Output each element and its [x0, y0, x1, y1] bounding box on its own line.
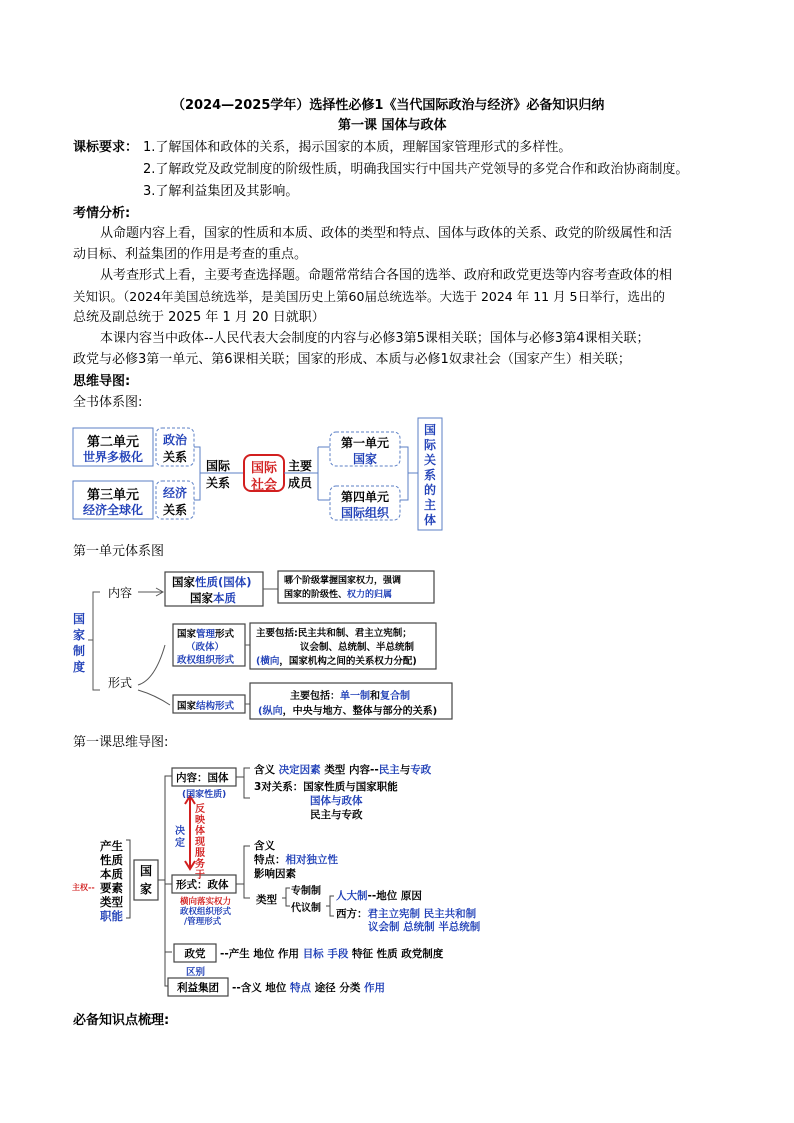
left-item-1: 性质: [100, 853, 123, 867]
root-char-3: 度: [73, 660, 86, 674]
nature-box-text-1: 国家性质(国体): [172, 575, 252, 589]
nature-box-text-2: 国家本质: [190, 591, 236, 605]
reflect-char-4: 服: [195, 848, 205, 859]
political-2: 关系: [162, 450, 187, 464]
form-note-2: 政权组织形式: [180, 907, 232, 917]
reflect-char-0: 反: [195, 804, 205, 815]
mind-map-label: 思维导图:: [73, 374, 131, 389]
content-label: 内容: [108, 586, 133, 600]
interest-line: --含义 地位 特点 途径 分类 作用: [232, 982, 385, 994]
west-line-2: 议会制 总统制 半总统制: [368, 921, 481, 933]
decide-char-0: 决: [175, 826, 185, 837]
difference-label: 区别: [186, 967, 206, 978]
reflect-char-5: 务: [195, 859, 205, 870]
political-1: 政治: [162, 433, 187, 447]
subject-char-3: 系: [423, 468, 436, 482]
curriculum-item-1: 1.了解国体和政体的关系，揭示国家的本质，理解国家管理形式的多样性。: [143, 140, 572, 155]
center-1: 国际: [250, 461, 277, 476]
exam-line-1: 从命题内容上看，国家的性质和本质、政体的类型和特点、国体与政体的关系、政党的阶级属性和活: [100, 226, 673, 241]
management-text-2: （政体）: [186, 642, 225, 653]
management-note-2: 议会制、总统制、半总统制: [300, 642, 415, 653]
reflect-char-3: 现: [195, 837, 205, 848]
form-box-text: 形式：政体: [176, 879, 229, 891]
form-label: 形式: [108, 676, 133, 690]
doc-title: （2024—2025学年）选择性必修1《当代国际政治与经济》必备知识归纳: [172, 98, 605, 113]
reflect-char-1: 映: [195, 815, 205, 826]
exam-line-2: 动目标、利益集团的作用是考查的重点。: [73, 247, 308, 262]
left-item-0: 产生: [100, 839, 123, 853]
unit1-system-label: 第一单元体系图: [73, 544, 165, 559]
nature-note-1: 哪个阶级掌握国家权力，强调: [284, 576, 402, 586]
footer-label: 必备知识点梳理:: [73, 1013, 170, 1028]
party-box-text: 政党: [184, 948, 206, 960]
economic-1: 经济: [162, 486, 187, 500]
exam-line-3: 从考查形式上看，主要考查选择题。命题常常结合各国的选举、政府和政党更迭等内容考查政体的相: [100, 268, 673, 283]
unit3-title: 第三单元: [86, 488, 139, 503]
decide-char-1: 定: [175, 838, 185, 849]
autocracy-label: 专制制: [291, 886, 321, 897]
content-line-2: 3对关系：国家性质与国家职能: [254, 781, 398, 793]
exam-line-5: 总统及副总统于 2025 年 1 月 20 日就职）: [73, 310, 325, 325]
left-item-5: 职能: [100, 909, 123, 923]
unit4-title: 第四单元: [340, 490, 389, 504]
exam-line-6: 本课内容当中政体--人民代表大会制度的内容与必修3第5课相关联；国体与必修3第4课相关联；: [100, 331, 650, 346]
unit2-sub: 世界多极化: [82, 450, 143, 464]
form-line-3: 影响因素: [254, 868, 296, 880]
structure-text: 国家结构形式: [177, 701, 235, 712]
root-char-0: 国: [73, 612, 86, 626]
lesson-title: 第一课 国体与政体: [338, 118, 447, 133]
management-note-3: (横向，国家机构之间的关系权力分配): [256, 656, 417, 667]
management-text-3: 政权组织形式: [177, 655, 235, 666]
form-line-1: 含义: [254, 840, 275, 852]
exam-line-7: 政党与必修3第一单元、第6课相关联；国家的形成、本质与必修1奴隶社会（国家产生）相关联；: [73, 352, 631, 367]
content-line-3: 国体与政体: [310, 795, 363, 807]
sovereignty-label: 主权--: [72, 883, 95, 892]
curriculum-item-2: 2.了解政党及政党制度的阶级性质，明确我国实行中国共产党领导的多党合作和政治协商制度。: [143, 162, 689, 177]
structure-note-2: (纵向，中央与地方、整体与部分的关系): [258, 706, 438, 717]
root-char-1: 家: [73, 628, 86, 642]
npc-line: 人大制--地位 原因: [336, 890, 422, 902]
structure-note-1: 主要包括：单一制和复合制: [290, 691, 410, 702]
representative-label: 代议制: [291, 903, 321, 914]
interest-box-text: 利益集团: [177, 982, 219, 994]
subject-char-2: 关: [423, 453, 436, 467]
form-note-1: 横向落实权力: [180, 897, 232, 907]
content-line-1: 含义 决定因素 类型 内容--民主与专政: [254, 764, 432, 776]
subject-char-4: 的: [423, 483, 436, 497]
economic-2: 关系: [162, 503, 187, 517]
party-line: --产生 地位 作用 目标 手段 特征 性质 政党制度: [220, 948, 444, 960]
nature-note-2: 国家的阶级性、权力的归属: [284, 590, 393, 600]
exam-line-4: 关知识。（2024年美国总统选举，是美国历史上第60届总统选举。大选于 2024 年 11 月 5日举行，选出的: [73, 289, 666, 304]
left-item-2: 本质: [100, 867, 123, 881]
content-line-4: 民主与专政: [310, 809, 363, 821]
unit1-sub: 国家: [352, 452, 377, 466]
unit4-sub: 国际组织: [340, 506, 389, 520]
curriculum-item-3: 3.了解利益集团及其影响。: [143, 184, 299, 199]
unit1-title: 第一单元: [340, 436, 389, 450]
form-type: 类型: [256, 894, 277, 906]
west-line-1: 西方：君主立宪制 民主共和制: [336, 908, 477, 920]
reflect-char-6: 于: [195, 870, 205, 881]
state-char-2: 家: [139, 882, 152, 896]
lesson1-map-label: 第一课思维导图:: [73, 735, 169, 750]
reflect-char-2: 体: [195, 826, 205, 837]
left-item-4: 类型: [100, 895, 123, 909]
exam-analysis-label: 考情分析:: [73, 206, 131, 221]
members-1: 主要: [288, 459, 313, 473]
management-note-1: 主要包括:民主共和制、君主立宪制；: [256, 628, 412, 639]
unit3-sub: 经济全球化: [82, 503, 143, 517]
subject-char-5: 主: [423, 498, 436, 512]
book-system-label: 全书体系图:: [73, 395, 143, 410]
content-note: (国家性质): [182, 790, 227, 800]
management-text-1: 国家管理形式: [177, 629, 235, 640]
curriculum-label: 课标要求：: [73, 140, 139, 155]
subject-char-6: 体: [423, 513, 436, 527]
members-2: 成员: [288, 476, 313, 490]
unit2-title: 第二单元: [86, 435, 139, 450]
root-char-2: 制: [73, 644, 86, 658]
subject-char-1: 际: [423, 438, 436, 452]
intl-rel-2: 关系: [206, 476, 231, 490]
left-item-3: 要素: [100, 881, 123, 895]
form-note-3: /管理形式: [184, 917, 222, 927]
subject-char-0: 国: [423, 423, 436, 437]
state-char-1: 国: [139, 864, 152, 878]
form-line-2: 特点：相对独立性: [254, 854, 338, 866]
intl-rel-1: 国际: [206, 459, 231, 473]
content-box-text: 内容：国体: [176, 772, 229, 784]
center-2: 社会: [250, 478, 277, 493]
